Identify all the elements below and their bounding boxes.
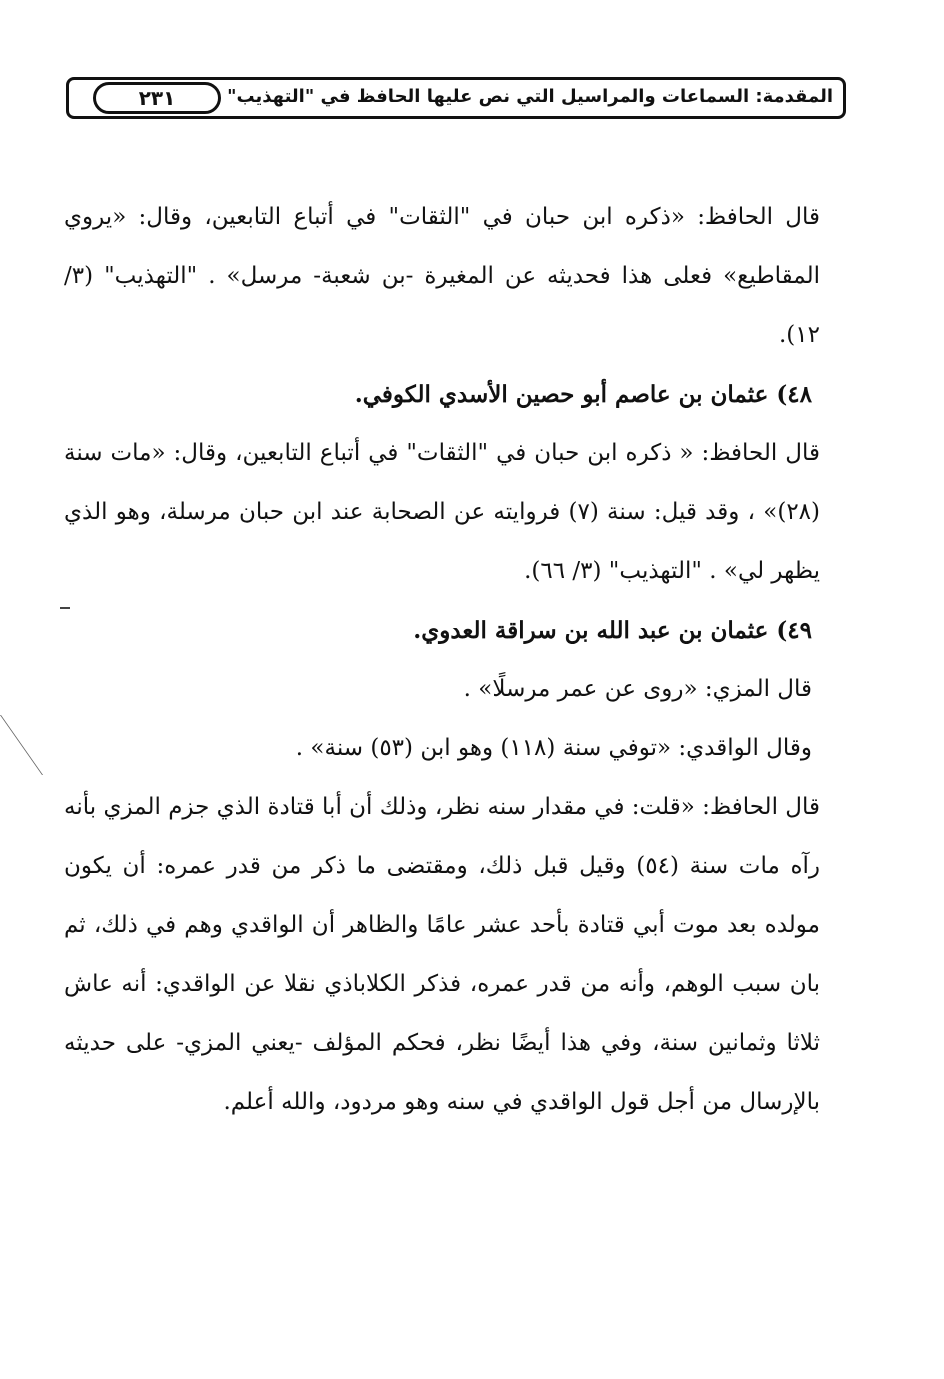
margin-dash bbox=[60, 607, 70, 609]
header-title: المقدمة: السماعات والمراسيل التي نص عليها الحافظ في "التهذيب" bbox=[227, 86, 833, 107]
paragraph-3: قال المزي: «روى عن عمر مرسلًا» . bbox=[463, 676, 812, 702]
margin-stroke bbox=[0, 715, 57, 775]
page-number: ٢٣١ bbox=[93, 82, 221, 114]
paragraph-5: قال الحافظ: «قلت: في مقدار سنه نظر، وذلك أن أبا قتادة الذي جزم المزي بأنه رآه مات سنة (٥٤) وقيل قبل ذلك، ومقتضى ما ذكر من قدر عمره: أن يكون مولده بعد موت أبي قتادة بأحد عشر عامًا والظاهر أن الواقدي وهم في ذلك، ثم بان سبب الوهم، وأنه من قدر عمره، فذكر الكلاباذي نقلا عن الواقدي: أنه عاش ثلاثا وثمانين سنة، وفي هذا أيضًا نظر، فحكم المؤلف -يعني المزي- على حديثه بالإرسال من أجل قول الواقدي في سنه وهو مردود، والله أعلم. bbox=[64, 794, 820, 1115]
paragraph-2: قال الحافظ: « ذكره ابن حبان في "الثقات" في أتباع التابعين، وقال: «مات سنة (٢٨)» ، وقد قيل: سنة (٧) فروايته عن الصحابة عند ابن حبان مرسلة، وهو الذي يظهر لي» . "التهذيب" (٣/ ٦٦). bbox=[64, 440, 821, 584]
running-header bbox=[66, 77, 846, 119]
entry-48-title: ٤٨) عثمان بن عاصم أبو حصين الأسدي الكوفي. bbox=[354, 381, 812, 408]
paragraph-4: وقال الواقدي: «توفي سنة (١١٨) وهو ابن (٥٣) سنة» . bbox=[295, 735, 812, 761]
paragraph-1: قال الحافظ: «ذكره ابن حبان في "الثقات" في أتباع التابعين، وقال: «يروي المقاطيع» فعلى هذا فحديثه عن المغيرة -بن شعبة- مرسل» . "التهذيب" (٣/ ١٢). bbox=[64, 204, 820, 348]
main-text bbox=[64, 188, 820, 1132]
entry-49-title: ٤٩) عثمان بن عبد الله بن سراقة العدوي. bbox=[413, 617, 812, 644]
